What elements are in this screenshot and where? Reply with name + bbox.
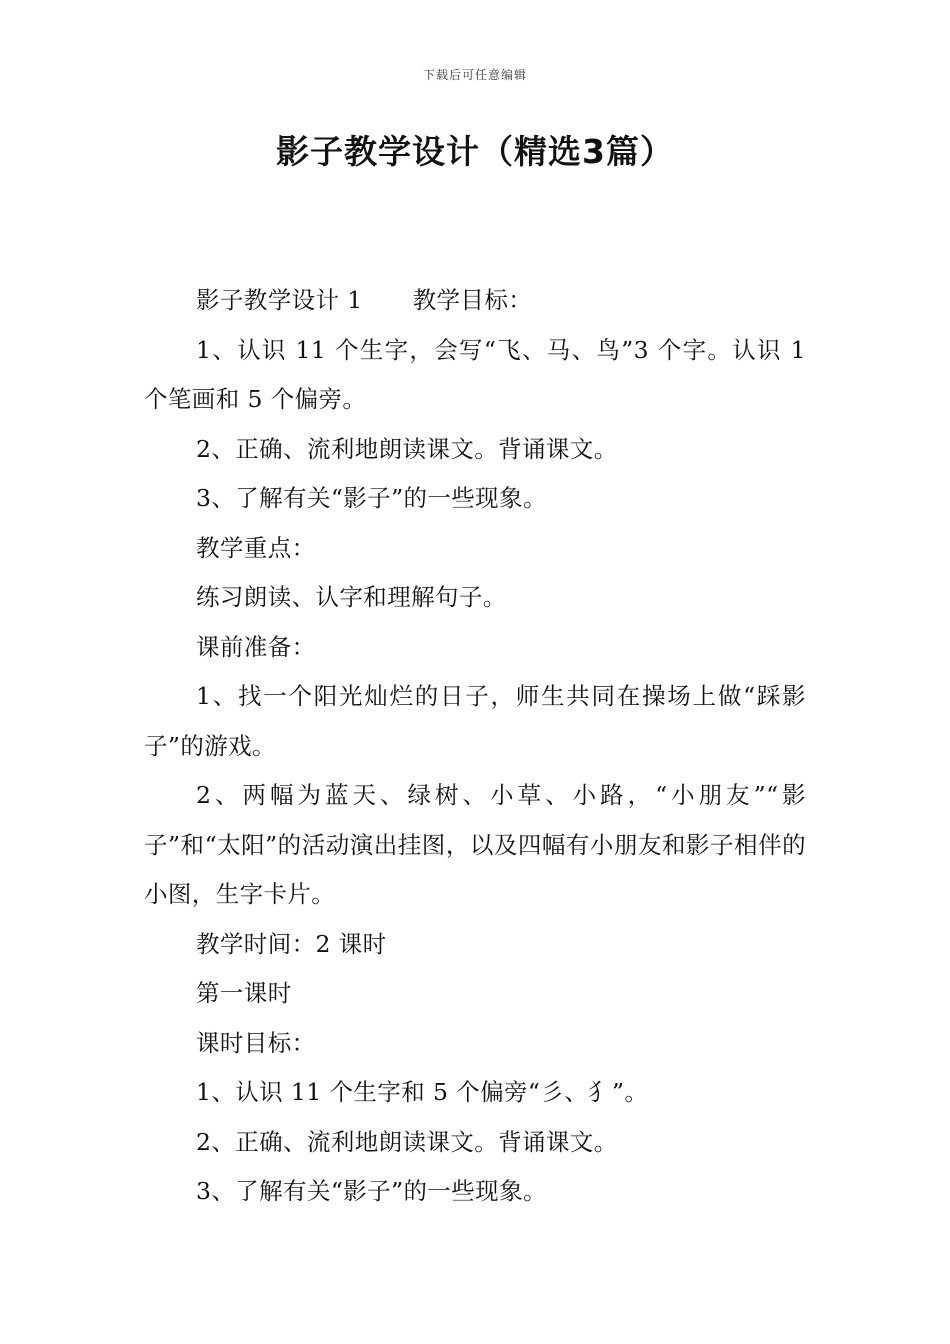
paragraph-heading: 教学重点： (196, 533, 316, 562)
paragraph: 2、正确、流利地朗读课文。背诵课文。 (196, 1127, 618, 1156)
paragraph: 2、两幅为蓝天、绿树、小草、小路，“小朋友”“影子”和“太阳”的活动演出挂图，以及四幅有小朋友和影子相伴的小图，生字卡片。 (144, 781, 806, 908)
paragraph: 1、找一个阳光灿烂的日子，师生共同在操场上做“踩影子”的游戏。 (144, 682, 806, 760)
document-title: 影子教学设计（精选3篇） (276, 132, 674, 171)
document-body (144, 276, 806, 1217)
paragraph: 3、了解有关“影子”的一些现象。 (196, 1177, 547, 1205)
paragraph: 1、认识 11 个生字，会写“飞、马、鸟”3 个字。认识 1 个笔画和 5 个偏旁。 (144, 335, 806, 413)
paragraph-heading: 课时目标： (196, 1028, 316, 1057)
paragraph-intro (144, 276, 806, 326)
paragraph: 1、认识 11 个生字和 5 个偏旁“彡、犭”。 (196, 1078, 649, 1106)
objectives-heading: 教学目标： (412, 286, 533, 314)
paragraph-heading: 第一课时 (196, 979, 292, 1007)
paragraph: 2、正确、流利地朗读课文。背诵课文。 (196, 434, 618, 463)
paragraph-heading: 课前准备： (196, 632, 316, 661)
header-note: 下载后可任意编辑 (422, 68, 527, 82)
paragraph: 3、了解有关“影子”的一些现象。 (196, 484, 547, 512)
paragraph: 练习朗读、认字和理解句子。 (196, 583, 507, 611)
section-heading: 影子教学设计 1 (196, 286, 363, 314)
paragraph: 教学时间：2 课时 (196, 929, 387, 958)
